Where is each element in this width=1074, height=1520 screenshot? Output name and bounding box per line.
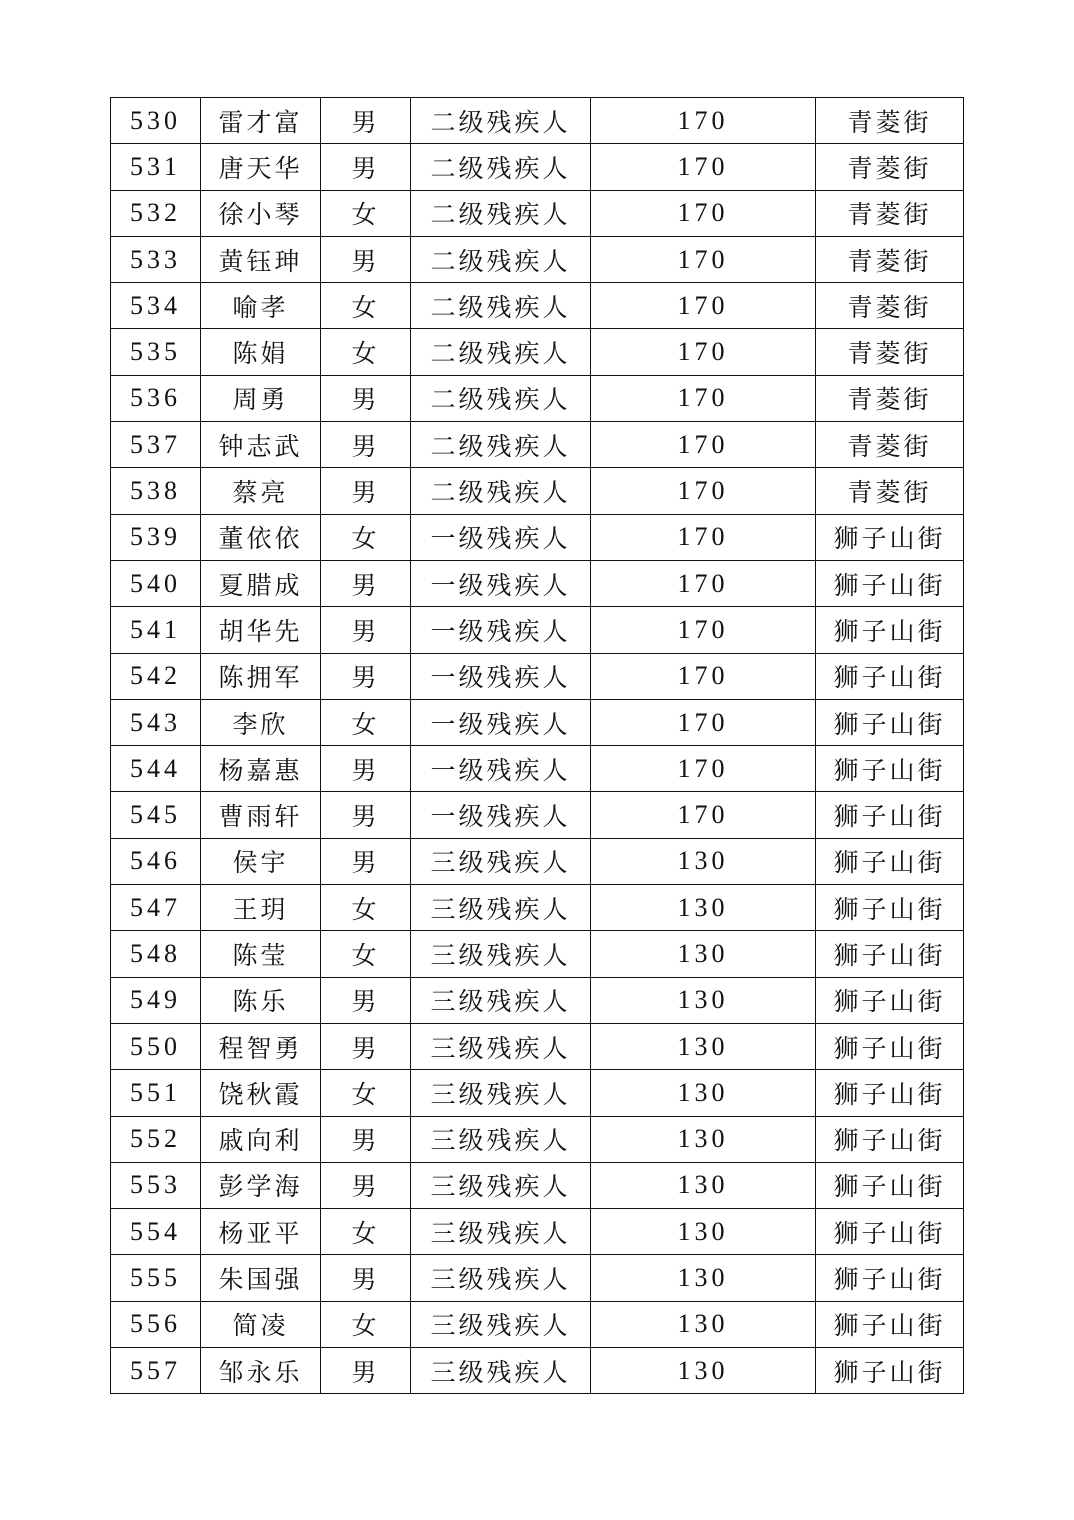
- disability-level-cell: 三级残疾人: [411, 977, 591, 1023]
- gender-cell: 女: [321, 514, 411, 560]
- gender-cell: 男: [321, 977, 411, 1023]
- table-row: [111, 329, 964, 375]
- name-cell: 饶秋霞: [201, 1070, 321, 1116]
- table-row: [111, 560, 964, 606]
- serial-number-cell: 555: [111, 1255, 201, 1301]
- street-cell: 狮子山街: [816, 1348, 964, 1394]
- amount-cell: 170: [591, 560, 816, 606]
- serial-number-cell: 546: [111, 838, 201, 884]
- name-cell: 胡华先: [201, 607, 321, 653]
- table-row: [111, 98, 964, 144]
- amount-cell: 130: [591, 838, 816, 884]
- disability-level-cell: 二级残疾人: [411, 283, 591, 329]
- gender-cell: 男: [321, 746, 411, 792]
- name-cell: 唐天华: [201, 144, 321, 190]
- gender-cell: 女: [321, 283, 411, 329]
- disability-level-cell: 三级残疾人: [411, 1162, 591, 1208]
- serial-number-cell: 542: [111, 653, 201, 699]
- table-row: [111, 1116, 964, 1162]
- street-cell: 狮子山街: [816, 1301, 964, 1347]
- table-row: [111, 607, 964, 653]
- table-row: [111, 236, 964, 282]
- street-cell: 青菱街: [816, 190, 964, 236]
- disability-level-cell: 二级残疾人: [411, 422, 591, 468]
- table-row: [111, 1209, 964, 1255]
- name-cell: 喻孝: [201, 283, 321, 329]
- amount-cell: 130: [591, 977, 816, 1023]
- table-row: [111, 977, 964, 1023]
- street-cell: 狮子山街: [816, 653, 964, 699]
- gender-cell: 男: [321, 792, 411, 838]
- amount-cell: 170: [591, 699, 816, 745]
- name-cell: 彭学海: [201, 1162, 321, 1208]
- serial-number-cell: 538: [111, 468, 201, 514]
- gender-cell: 男: [321, 422, 411, 468]
- disability-level-cell: 三级残疾人: [411, 885, 591, 931]
- gender-cell: 男: [321, 375, 411, 421]
- amount-cell: 170: [591, 190, 816, 236]
- street-cell: 狮子山街: [816, 1070, 964, 1116]
- name-cell: 戚向利: [201, 1116, 321, 1162]
- serial-number-cell: 551: [111, 1070, 201, 1116]
- amount-cell: 130: [591, 1116, 816, 1162]
- disability-level-cell: 三级残疾人: [411, 1301, 591, 1347]
- amount-cell: 170: [591, 653, 816, 699]
- street-cell: 青菱街: [816, 98, 964, 144]
- disability-level-cell: 一级残疾人: [411, 746, 591, 792]
- table-row: [111, 1255, 964, 1301]
- street-cell: 狮子山街: [816, 838, 964, 884]
- street-cell: 狮子山街: [816, 885, 964, 931]
- serial-number-cell: 544: [111, 746, 201, 792]
- table-row: [111, 1301, 964, 1347]
- gender-cell: 男: [321, 1162, 411, 1208]
- serial-number-cell: 537: [111, 422, 201, 468]
- amount-cell: 170: [591, 746, 816, 792]
- gender-cell: 男: [321, 838, 411, 884]
- serial-number-cell: 556: [111, 1301, 201, 1347]
- table-row: [111, 746, 964, 792]
- street-cell: 狮子山街: [816, 931, 964, 977]
- gender-cell: 男: [321, 236, 411, 282]
- table-row: [111, 792, 964, 838]
- name-cell: 夏腊成: [201, 560, 321, 606]
- table-row: [111, 838, 964, 884]
- table-row: [111, 144, 964, 190]
- name-cell: 陈娟: [201, 329, 321, 375]
- disability-level-cell: 三级残疾人: [411, 1255, 591, 1301]
- disability-level-cell: 一级残疾人: [411, 560, 591, 606]
- serial-number-cell: 534: [111, 283, 201, 329]
- gender-cell: 女: [321, 885, 411, 931]
- name-cell: 王玥: [201, 885, 321, 931]
- gender-cell: 男: [321, 1255, 411, 1301]
- gender-cell: 男: [321, 653, 411, 699]
- disability-level-cell: 三级残疾人: [411, 1348, 591, 1394]
- name-cell: 徐小琴: [201, 190, 321, 236]
- street-cell: 青菱街: [816, 329, 964, 375]
- serial-number-cell: 554: [111, 1209, 201, 1255]
- gender-cell: 男: [321, 144, 411, 190]
- street-cell: 狮子山街: [816, 1162, 964, 1208]
- street-cell: 狮子山街: [816, 1209, 964, 1255]
- street-cell: 青菱街: [816, 236, 964, 282]
- disability-level-cell: 三级残疾人: [411, 931, 591, 977]
- table-row: [111, 1162, 964, 1208]
- amount-cell: 170: [591, 236, 816, 282]
- amount-cell: 130: [591, 885, 816, 931]
- amount-cell: 170: [591, 607, 816, 653]
- gender-cell: 女: [321, 699, 411, 745]
- amount-cell: 170: [591, 98, 816, 144]
- street-cell: 狮子山街: [816, 699, 964, 745]
- disability-level-cell: 三级残疾人: [411, 838, 591, 884]
- amount-cell: 170: [591, 514, 816, 560]
- amount-cell: 130: [591, 1255, 816, 1301]
- serial-number-cell: 540: [111, 560, 201, 606]
- amount-cell: 170: [591, 329, 816, 375]
- amount-cell: 170: [591, 375, 816, 421]
- name-cell: 陈乐: [201, 977, 321, 1023]
- disability-level-cell: 二级残疾人: [411, 468, 591, 514]
- table-row: [111, 1070, 964, 1116]
- gender-cell: 女: [321, 329, 411, 375]
- name-cell: 朱国强: [201, 1255, 321, 1301]
- name-cell: 蔡亮: [201, 468, 321, 514]
- amount-cell: 170: [591, 792, 816, 838]
- serial-number-cell: 532: [111, 190, 201, 236]
- serial-number-cell: 553: [111, 1162, 201, 1208]
- disability-level-cell: 三级残疾人: [411, 1209, 591, 1255]
- serial-number-cell: 536: [111, 375, 201, 421]
- name-cell: 雷才富: [201, 98, 321, 144]
- street-cell: 青菱街: [816, 283, 964, 329]
- gender-cell: 男: [321, 468, 411, 514]
- serial-number-cell: 547: [111, 885, 201, 931]
- street-cell: 狮子山街: [816, 1023, 964, 1069]
- disability-level-cell: 三级残疾人: [411, 1116, 591, 1162]
- street-cell: 狮子山街: [816, 792, 964, 838]
- table-row: [111, 885, 964, 931]
- gender-cell: 男: [321, 607, 411, 653]
- table-row: [111, 699, 964, 745]
- gender-cell: 女: [321, 931, 411, 977]
- name-cell: 董依依: [201, 514, 321, 560]
- street-cell: 青菱街: [816, 468, 964, 514]
- amount-cell: 130: [591, 931, 816, 977]
- disability-level-cell: 二级残疾人: [411, 190, 591, 236]
- amount-cell: 170: [591, 422, 816, 468]
- gender-cell: 女: [321, 1209, 411, 1255]
- gender-cell: 男: [321, 560, 411, 606]
- amount-cell: 170: [591, 468, 816, 514]
- roster-table: [110, 97, 964, 1394]
- street-cell: 青菱街: [816, 144, 964, 190]
- serial-number-cell: 557: [111, 1348, 201, 1394]
- name-cell: 简凌: [201, 1301, 321, 1347]
- street-cell: 狮子山街: [816, 746, 964, 792]
- amount-cell: 170: [591, 283, 816, 329]
- serial-number-cell: 535: [111, 329, 201, 375]
- amount-cell: 170: [591, 144, 816, 190]
- disability-level-cell: 一级残疾人: [411, 607, 591, 653]
- disability-level-cell: 一级残疾人: [411, 699, 591, 745]
- name-cell: 曹雨轩: [201, 792, 321, 838]
- serial-number-cell: 543: [111, 699, 201, 745]
- name-cell: 李欣: [201, 699, 321, 745]
- serial-number-cell: 531: [111, 144, 201, 190]
- serial-number-cell: 549: [111, 977, 201, 1023]
- serial-number-cell: 541: [111, 607, 201, 653]
- name-cell: 侯宇: [201, 838, 321, 884]
- disability-level-cell: 三级残疾人: [411, 1023, 591, 1069]
- street-cell: 狮子山街: [816, 1116, 964, 1162]
- street-cell: 狮子山街: [816, 514, 964, 560]
- gender-cell: 男: [321, 1023, 411, 1069]
- street-cell: 青菱街: [816, 375, 964, 421]
- disability-level-cell: 二级残疾人: [411, 98, 591, 144]
- name-cell: 杨亚平: [201, 1209, 321, 1255]
- disability-level-cell: 一级残疾人: [411, 792, 591, 838]
- amount-cell: 130: [591, 1023, 816, 1069]
- disability-level-cell: 三级残疾人: [411, 1070, 591, 1116]
- amount-cell: 130: [591, 1070, 816, 1116]
- amount-cell: 130: [591, 1162, 816, 1208]
- gender-cell: 男: [321, 98, 411, 144]
- amount-cell: 130: [591, 1209, 816, 1255]
- table-row: [111, 1023, 964, 1069]
- street-cell: 狮子山街: [816, 560, 964, 606]
- disability-level-cell: 二级残疾人: [411, 329, 591, 375]
- name-cell: 周勇: [201, 375, 321, 421]
- gender-cell: 女: [321, 1070, 411, 1116]
- serial-number-cell: 552: [111, 1116, 201, 1162]
- name-cell: 钟志武: [201, 422, 321, 468]
- street-cell: 狮子山街: [816, 607, 964, 653]
- serial-number-cell: 550: [111, 1023, 201, 1069]
- name-cell: 黄钰珅: [201, 236, 321, 282]
- table-row: [111, 190, 964, 236]
- disability-level-cell: 二级残疾人: [411, 236, 591, 282]
- gender-cell: 女: [321, 1301, 411, 1347]
- table-body: [111, 98, 964, 1394]
- table-row: [111, 422, 964, 468]
- street-cell: 狮子山街: [816, 1255, 964, 1301]
- table-row: [111, 283, 964, 329]
- street-cell: 青菱街: [816, 422, 964, 468]
- gender-cell: 女: [321, 190, 411, 236]
- amount-cell: 130: [591, 1301, 816, 1347]
- gender-cell: 男: [321, 1116, 411, 1162]
- street-cell: 狮子山街: [816, 977, 964, 1023]
- name-cell: 杨嘉惠: [201, 746, 321, 792]
- table-row: [111, 931, 964, 977]
- table-row: [111, 468, 964, 514]
- table-row: [111, 514, 964, 560]
- gender-cell: 男: [321, 1348, 411, 1394]
- disability-level-cell: 二级残疾人: [411, 144, 591, 190]
- amount-cell: 130: [591, 1348, 816, 1394]
- table-row: [111, 1348, 964, 1394]
- name-cell: 陈拥军: [201, 653, 321, 699]
- serial-number-cell: 548: [111, 931, 201, 977]
- table-row: [111, 375, 964, 421]
- serial-number-cell: 530: [111, 98, 201, 144]
- serial-number-cell: 533: [111, 236, 201, 282]
- name-cell: 陈莹: [201, 931, 321, 977]
- disability-level-cell: 二级残疾人: [411, 375, 591, 421]
- serial-number-cell: 545: [111, 792, 201, 838]
- disability-level-cell: 一级残疾人: [411, 514, 591, 560]
- disability-level-cell: 一级残疾人: [411, 653, 591, 699]
- serial-number-cell: 539: [111, 514, 201, 560]
- name-cell: 邹永乐: [201, 1348, 321, 1394]
- table-row: [111, 653, 964, 699]
- name-cell: 程智勇: [201, 1023, 321, 1069]
